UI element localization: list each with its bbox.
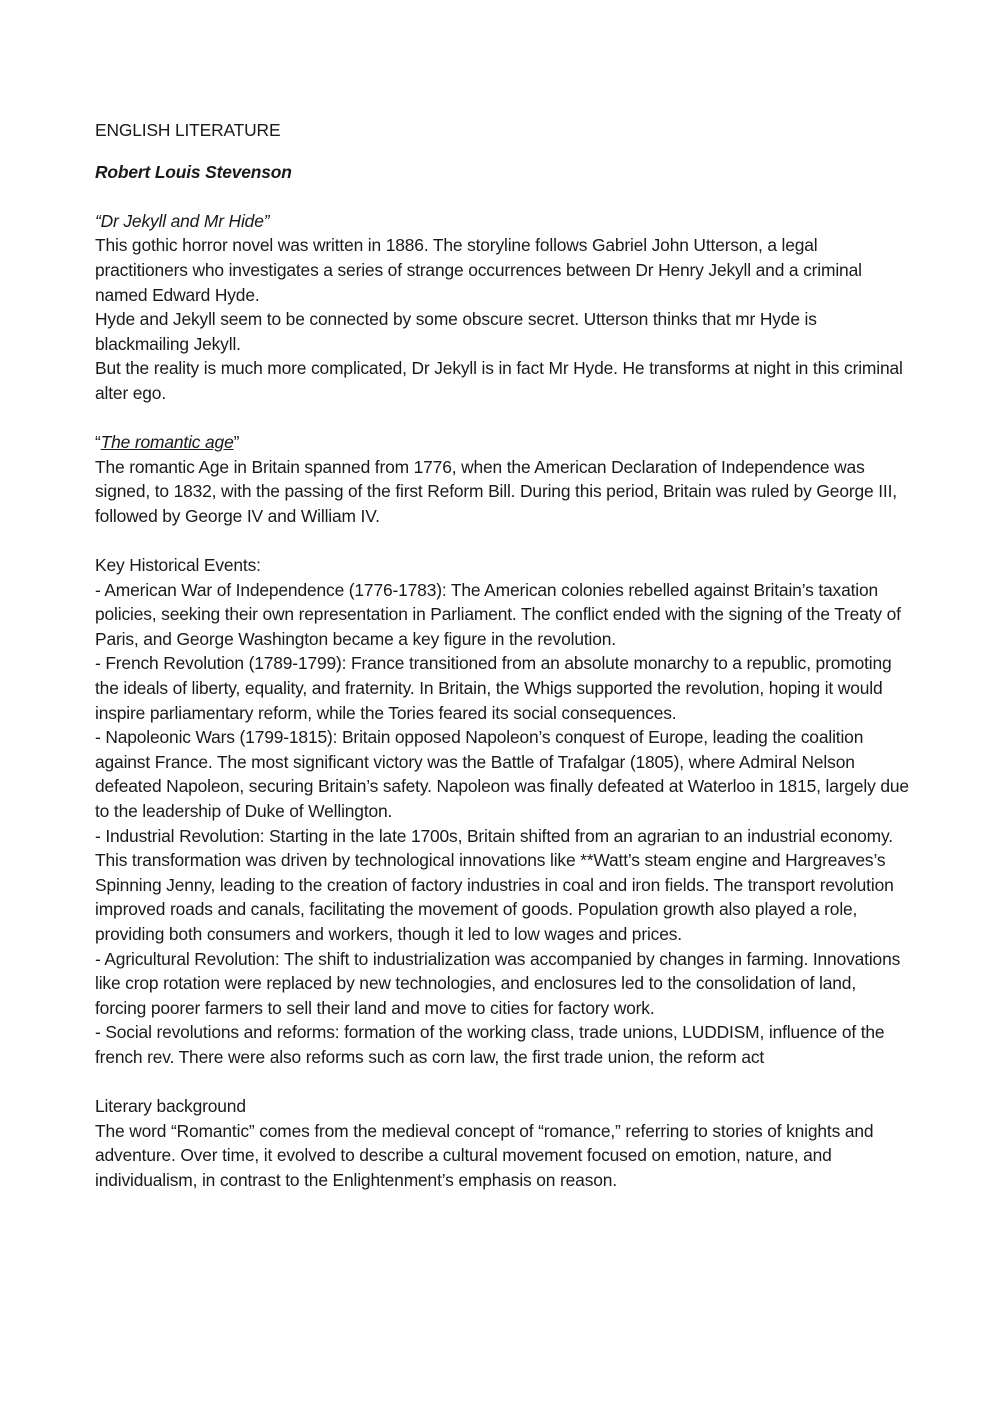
key-event-item: - American War of Independence (1776-1783): The American colonies rebelled against Britain’s taxation policies, seeking their own representation in Parliament. The conflict ended with the signing of the Treaty of Paris, and George Washington became a key figure in the revolution.	[95, 579, 901, 649]
spacer	[95, 529, 910, 554]
key-event-item: - Napoleonic Wars (1799-1815): Britain opposed Napoleon’s conquest of Europe, leading the coalition against France. The most significant victory was the Battle of Trafalgar (1805), where Admiral Nelson defeated Napoleon, securing Britain’s safety. Napoleon was finally defeated at Waterloo in 1815, largely due to the leadership of Duke of Wellington.	[95, 727, 909, 822]
jekyll-paragraph: Hyde and Jekyll seem to be connected by some obscure secret. Utterson thinks that mr Hyde is blackmailing Jekyll.	[95, 309, 817, 354]
spacer	[95, 184, 910, 209]
spacer	[95, 143, 910, 160]
jekyll-paragraph: This gothic horror novel was written in 1886. The storyline follows Gabriel John Utterson, a legal practitioners who investigates a series of strange occurrences between Dr Henry Jekyll and a criminal named Edward Hyde.	[95, 235, 862, 305]
key-event-item: - Agricultural Revolution: The shift to industrialization was accompanied by changes in farming. Innovations like crop rotation were replaced by new technologies, and enclosures led to the consolidation of land, forcing poorer farmers to sell their land and move to cities for factory work.	[95, 948, 901, 1018]
romantic-age-title	[95, 430, 910, 455]
author-heading: Robert Louis Stevenson	[95, 161, 292, 182]
key-events-heading: Key Historical Events:	[95, 555, 261, 576]
romantic-age-paragraph: The romantic Age in Britain spanned from 1776, when the American Declaration of Independence was signed, to 1832, with the passing of the first Reform Bill. During this period, Britain was ruled by George III, followed by George IV and William IV.	[95, 456, 897, 526]
key-event-item: - French Revolution (1789-1799): France transitioned from an absolute monarchy to a republic, promoting the ideals of liberty, equality, and fraternity. In Britain, the Whigs supported the revolution, hoping it would inspire parliamentary reform, while the Tories feared its social consequences.	[95, 653, 892, 723]
key-event-item: - Industrial Revolution: Starting in the late 1700s, Britain shifted from an agrarian to an industrial economy. This transformation was driven by technological innovations like **Watt’s steam engine and Hargreaves’s Spinning Jenny, leading to the creation of factory industries in coal and iron fields. The transport revolution improved roads and canals, facilitating the movement of goods. Population growth also played a role, providing both consumers and workers, though it led to low wages and prices.	[95, 825, 894, 944]
romantic-age-title-text: The romantic age	[100, 432, 234, 453]
quote-close: ”	[233, 432, 240, 453]
literary-background-paragraph: The word “Romantic” comes from the medieval concept of “romance,” referring to stories of knights and adventure. Over time, it evolved to describe a cultural movement focused on emotion, nature, and individualism, in contrast to the Enlightenment’s emphasis on reason.	[95, 1120, 874, 1190]
literary-background-heading: Literary background	[95, 1096, 246, 1117]
jekyll-title: “Dr Jekyll and Mr Hide”	[95, 210, 270, 231]
jekyll-paragraph: But the reality is much more complicated, Dr Jekyll is in fact Mr Hyde. He transforms at night in this criminal alter ego.	[95, 358, 903, 403]
quote-open: “	[95, 432, 101, 453]
key-event-item: - Social revolutions and reforms: formation of the working class, trade unions, LUDDISM, influence of the french rev. There were also reforms such as corn law, the first trade union, the reform act	[95, 1022, 885, 1067]
spacer	[95, 1070, 910, 1095]
subject-heading: ENGLISH LITERATURE	[95, 120, 281, 140]
spacer	[95, 406, 910, 431]
document-body	[95, 118, 910, 1193]
